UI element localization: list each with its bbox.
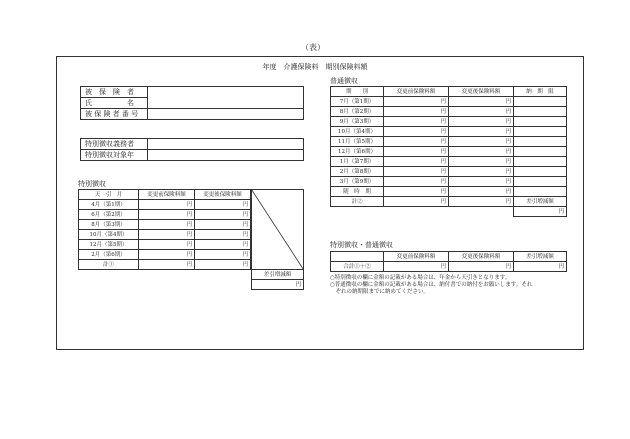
insured-number-value[interactable] [148, 109, 304, 120]
table-row [331, 187, 567, 197]
table-row [79, 220, 251, 230]
combined-after: 円 [449, 262, 514, 272]
combined-before: 円 [384, 262, 449, 272]
insured-name-label-2: 氏 名 [81, 98, 148, 109]
normal-row-label: 12月（第6期） [331, 147, 384, 157]
normal-row-before: 円 [384, 107, 449, 117]
special-total-before: 円 [139, 260, 195, 270]
special-row-before: 円 [139, 230, 195, 240]
table-row [331, 127, 567, 137]
combined-diff: 円 [514, 262, 567, 272]
insured-name-label-1: 被 保 険 者 [81, 87, 148, 98]
combined-row [331, 262, 567, 272]
special-row-label: 10月（第4期） [79, 230, 139, 240]
special-row-after: 円 [195, 210, 251, 220]
insured-name-value[interactable] [148, 87, 304, 109]
special-diff-label: 差引増減額 [252, 270, 304, 280]
pension-value[interactable] [148, 150, 304, 161]
table-row [331, 147, 567, 157]
special-diagonal-box [251, 189, 304, 270]
normal-row-due[interactable] [514, 107, 567, 117]
normal-row-after: 円 [449, 117, 514, 127]
table-row [79, 250, 251, 260]
normal-row-due[interactable] [514, 187, 567, 197]
special-row-after: 円 [195, 220, 251, 230]
special-row-after: 円 [195, 230, 251, 240]
special-row-label: 4月（第1期） [79, 200, 139, 210]
normal-row-before: 円 [384, 187, 449, 197]
insured-number-label: 被 保 険 者 番 号 [81, 109, 148, 120]
special-row-before: 円 [139, 240, 195, 250]
normal-row-before: 円 [384, 97, 449, 107]
normal-diff-label: 差引増減額 [514, 197, 567, 207]
special-diff-yen: 円 [252, 280, 304, 290]
normal-diff-row [331, 207, 567, 217]
obligor-label: 特別徴収義務者 [81, 139, 148, 150]
normal-row-label: 8月（第2期） [331, 107, 384, 117]
combined-table [330, 251, 567, 272]
table-row [331, 97, 567, 107]
normal-row-after: 円 [449, 147, 514, 157]
normal-total-after: 円 [449, 197, 514, 207]
normal-row-before: 円 [384, 117, 449, 127]
normal-row-before: 円 [384, 157, 449, 167]
normal-row-after: 円 [449, 167, 514, 177]
pension-label: 特別徴収対象年 [81, 150, 148, 161]
normal-row-after: 円 [449, 157, 514, 167]
normal-row-label: 7月（第1期） [331, 97, 384, 107]
form-title: 年度 介護保険料 期別保険料額 [262, 63, 368, 71]
normal-row-due[interactable] [514, 97, 567, 107]
special-header-before: 変更前保険料額 [139, 190, 195, 200]
normal-row-label: 3月（第9期） [331, 177, 384, 187]
special-row-after: 円 [195, 200, 251, 210]
special-row-after: 円 [195, 240, 251, 250]
normal-row-label: 9月（第3期） [331, 117, 384, 127]
normal-row-after: 円 [449, 177, 514, 187]
normal-row-after: 円 [449, 187, 514, 197]
note-line: ○普通徴収の欄に金額の記載がある場合は、納付書での納付をお願いします。それ [330, 282, 533, 288]
normal-total-before: 円 [384, 197, 449, 207]
normal-row-before: 円 [384, 177, 449, 187]
special-row-label: 8月（第3期） [79, 220, 139, 230]
normal-row-due[interactable] [514, 137, 567, 147]
normal-row-label: 2月（第8期） [331, 167, 384, 177]
normal-header-before: 変更前保険料額 [384, 87, 449, 97]
normal-row-due[interactable] [514, 117, 567, 127]
note-line: ぞれの納期限までに納めてください。 [330, 289, 430, 295]
table-row [331, 167, 567, 177]
normal-row-due[interactable] [514, 157, 567, 167]
special-row-before: 円 [139, 220, 195, 230]
normal-total-label: 計② [331, 197, 384, 207]
combined-header-blank [331, 252, 384, 262]
table-row [79, 240, 251, 250]
combined-header-before: 変更前保険料額 [384, 252, 449, 262]
special-table [78, 189, 251, 270]
special-total-label: 計① [79, 260, 139, 270]
special-row-before: 円 [139, 200, 195, 210]
normal-total-row [331, 197, 567, 207]
combined-header-after: 変更後保険料額 [449, 252, 514, 262]
normal-row-label: 10月（第4期） [331, 127, 384, 137]
normal-title: 普通徴収 [330, 77, 358, 85]
normal-header-due: 納 期 限 [514, 87, 567, 97]
special-row-after: 円 [195, 250, 251, 260]
normal-header-after: 変更後保険料額 [449, 87, 514, 97]
combined-header-diff: 差引増減額 [514, 252, 567, 262]
normal-row-before: 円 [384, 167, 449, 177]
insured-table [80, 86, 304, 120]
normal-row-before: 円 [384, 127, 449, 137]
special-row-label: 12月（第5期） [79, 240, 139, 250]
normal-row-before: 円 [384, 137, 449, 147]
normal-header-period: 期 別 [331, 87, 384, 97]
special-total-after: 円 [195, 260, 251, 270]
special-total-row [79, 260, 251, 270]
normal-row-label: 11月（第5期） [331, 137, 384, 147]
table-row [331, 107, 567, 117]
obligor-value[interactable] [148, 139, 304, 150]
normal-row-due[interactable] [514, 167, 567, 177]
table-row [331, 157, 567, 167]
special-info-table [80, 138, 304, 161]
special-row-label: 2月（第6期） [79, 250, 139, 260]
normal-row-label: 1月（第7期） [331, 157, 384, 167]
combined-row-label: 合計①＋② [331, 262, 384, 272]
special-row-before: 円 [139, 210, 195, 220]
special-title: 特別徴収 [78, 180, 106, 188]
normal-row-due[interactable] [514, 177, 567, 187]
normal-row-due[interactable] [514, 127, 567, 137]
table-row [79, 210, 251, 220]
special-row-label: 6月（第2期） [79, 210, 139, 220]
note-line: ○特別徴収の欄に金額の記載がある場合は、年金から天引きとなります。 [330, 275, 511, 281]
table-row [79, 200, 251, 210]
table-row [331, 177, 567, 187]
normal-row-due[interactable] [514, 147, 567, 157]
special-row-before: 円 [139, 250, 195, 260]
table-row [331, 117, 567, 127]
table-row [79, 230, 251, 240]
notes [330, 275, 570, 296]
special-diff-table [251, 269, 304, 290]
normal-row-label: 随 時 期 [331, 187, 384, 197]
normal-row-after: 円 [449, 127, 514, 137]
special-header-month: 天 引 月 [79, 190, 139, 200]
normal-row-before: 円 [384, 147, 449, 157]
normal-diff-yen: 円 [514, 207, 567, 217]
table-row [331, 137, 567, 147]
normal-row-after: 円 [449, 97, 514, 107]
normal-table [330, 86, 567, 217]
normal-row-after: 円 [449, 137, 514, 147]
page-mark: （表） [301, 43, 325, 52]
combined-title: 特別徴収・普通徴収 [330, 241, 393, 249]
normal-row-after: 円 [449, 107, 514, 117]
special-header-after: 変更後保険料額 [195, 190, 251, 200]
